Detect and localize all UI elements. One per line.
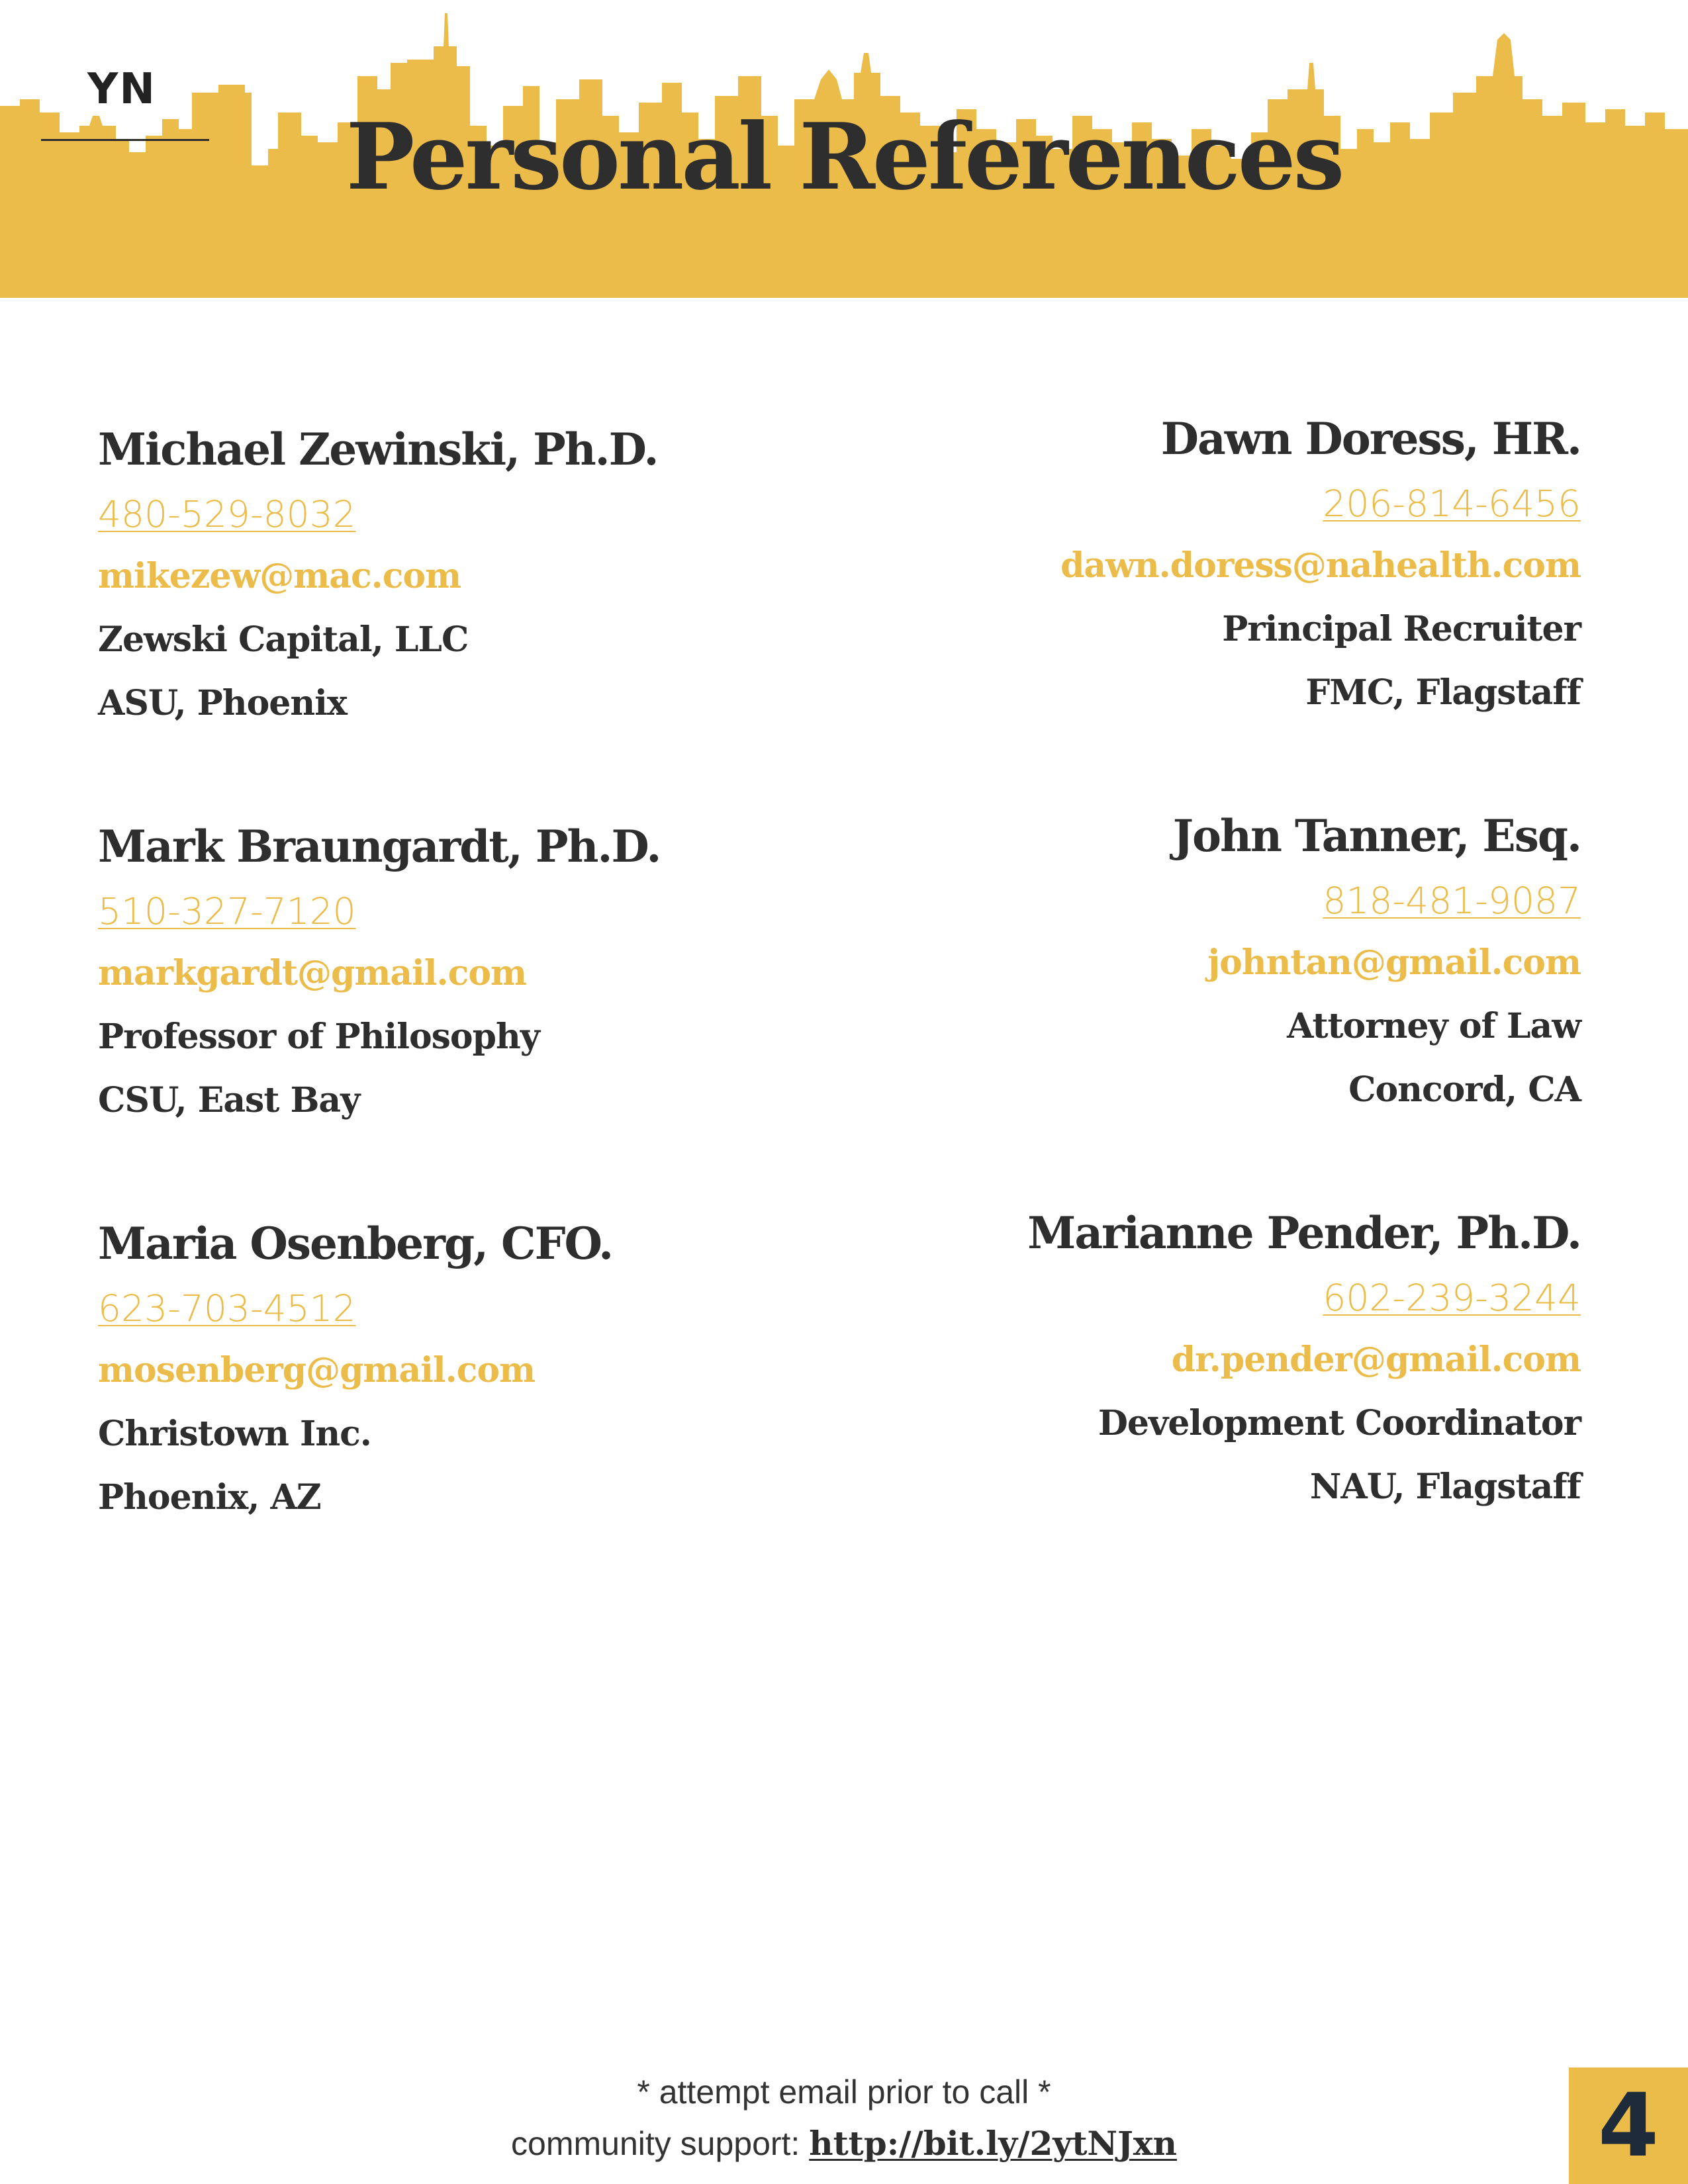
reference-card-1 [98,424,826,723]
reference-phone-link[interactable]: 623-703-4512 [98,1287,356,1330]
reference-email-link[interactable]: dawn.doress@nahealth.com [1060,545,1581,586]
footer-note: * attempt email prior to call * [637,2073,1051,2111]
reference-phone-link[interactable]: 602-239-3244 [1323,1277,1581,1319]
reference-title: Principal Recruiter [1222,609,1581,649]
footer-support-line [0,2124,1688,2163]
initials-logo: YN [87,65,156,114]
reference-title: Development Coordinator [1098,1403,1581,1443]
reference-organization: Christown Inc. [98,1414,371,1454]
page-number: 4 [1598,2075,1659,2177]
reference-name: John Tanner, Esq. [1172,810,1581,862]
footer-support-link[interactable]: http://bit.ly/2ytNJxn [809,2124,1177,2163]
reference-name: Michael Zewinski, Ph.D. [98,424,658,475]
reference-card-5 [853,810,1581,1110]
reference-card-3 [98,1218,826,1518]
reference-name: Mark Braungardt, Ph.D. [98,821,661,872]
page-number-badge [1569,2068,1688,2184]
reference-location: CSU, East Bay [98,1080,360,1120]
reference-card-2 [98,821,826,1120]
reference-organization: Professor of Philosophy [98,1017,539,1057]
reference-card-6 [853,1207,1581,1507]
reference-email-link[interactable]: mikezew@mac.com [98,556,461,596]
reference-location: NAU, Flagstaff [1309,1467,1581,1507]
reference-phone-link[interactable]: 480-529-8032 [98,493,356,535]
page-title: Personal References [346,103,1342,210]
reference-title: Attorney of Law [1287,1006,1581,1046]
reference-location: FMC, Flagstaff [1305,672,1581,713]
reference-email-link[interactable]: markgardt@gmail.com [98,953,527,993]
reference-organization: Zewski Capital, LLC [98,619,469,660]
reference-email-link[interactable]: dr.pender@gmail.com [1171,1340,1581,1380]
reference-email-link[interactable]: mosenberg@gmail.com [98,1350,536,1390]
header-banner [0,0,1688,298]
reference-card-4 [853,413,1581,713]
reference-name: Marianne Pender, Ph.D. [1027,1207,1581,1259]
reference-location: Phoenix, AZ [98,1477,321,1518]
reference-phone-link[interactable]: 510-327-7120 [98,890,356,933]
reference-email-link[interactable]: johntan@gmail.com [1207,942,1581,983]
reference-location: Concord, CA [1348,1069,1581,1110]
footer-support-label: community support: [511,2125,810,2162]
reference-phone-link[interactable]: 818-481-9087 [1323,880,1581,922]
reference-name: Dawn Doress, HR. [1160,413,1581,465]
reference-name: Maria Osenberg, CFO. [98,1218,613,1269]
reference-phone-link[interactable]: 206-814-6456 [1323,482,1581,525]
reference-location: ASU, Phoenix [98,683,347,723]
